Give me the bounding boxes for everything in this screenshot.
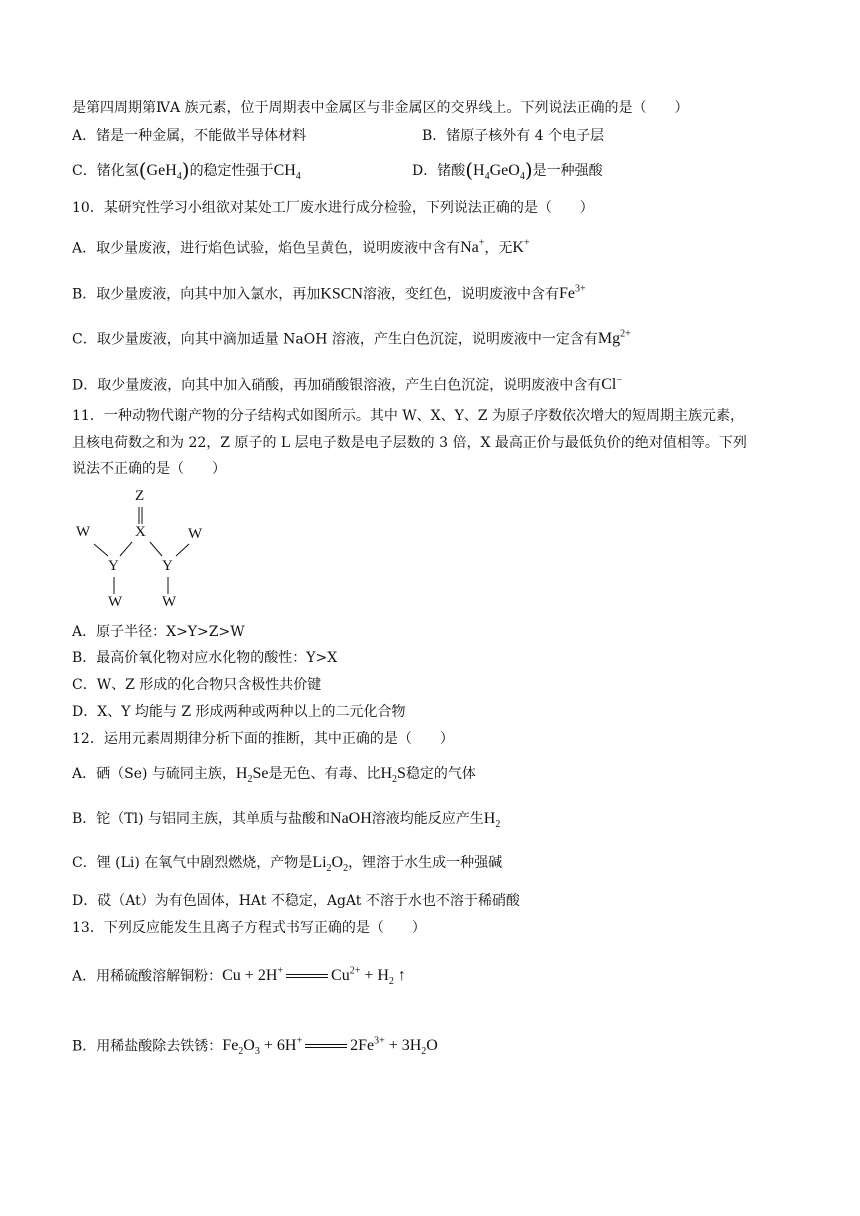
atom-y-left: Y <box>108 558 119 574</box>
q10-option-b: B．取少量废液，向其中加入氯水，再加KSCN溶液，变红色，说明废液中含有$Fe^{3+}$ <box>72 284 586 303</box>
q12-option-d: D．砹（At）为有色固体，HAt 不稳定，AgAt 不溶于水也不溶于稀硝酸 <box>72 893 520 909</box>
q9-stem: 是第四周期第ⅣA 族元素，位于周期表中金属区与非金属区的交界线上。下列说法正确的是（ ） <box>72 100 689 116</box>
q11-stem-line3: 说法不正确的是（ ） <box>72 461 226 477</box>
atom-x: X <box>135 524 146 540</box>
q10-stem: 10．某研究性学习小组欲对某处工厂废水进行成分检验，下列说法正确的是（ ） <box>72 200 594 216</box>
structure-bonds <box>72 486 242 616</box>
q13-option-a: A．用稀硫酸溶解铜粉：Cu + 2H+ $Cu^{2+} + H_2$ ↑ <box>72 966 406 988</box>
q10-option-a: A．取少量废液，进行焰色试验，焰色呈黄色，说明废液中含有Na+，无K+ <box>72 238 530 257</box>
q11-stem-line2: 且核电荷数之和为 22，Z 原子的 L 层电子数是电子层数的 3 倍，X 最高正价与最低负价的绝对值相等。下列 <box>72 435 747 451</box>
atom-y-right: Y <box>162 558 173 574</box>
q9-option-b: B．锗原子核外有 4 个电子层 <box>422 128 605 144</box>
q10-option-c: C．取少量废液，向其中滴加适量 NaOH 溶液，产生白色沉淀，说明废液中一定含有$Mg^{2+}$ <box>72 329 631 348</box>
q12-option-b: B．铊（Tl) 与铝同主族，其单质与盐酸和NaOH溶液均能反应产生$H_2$ <box>72 810 501 831</box>
q9-option-d: D．锗酸$(H_4GeO_4)$是一种强酸 <box>412 158 603 183</box>
atom-w-left: W <box>76 524 91 540</box>
atom-z: Z <box>135 488 145 504</box>
q11-option-a: A．原子半径：X>Y>Z>W <box>72 624 245 640</box>
q12-option-a: A．硒（Se) 与硫同主族，$H_2Se$是无色、有毒、比$H_2S$稳定的气体 <box>72 765 476 786</box>
atom-w-bottom-left: W <box>108 594 123 610</box>
q9-option-a: A．锗是一种金属，不能做半导体材料 <box>72 128 307 144</box>
q13-stem: 13．下列反应能发生且离子方程式书写正确的是（ ） <box>72 920 426 936</box>
q9-option-c: C．锗化氢(GeH$_4$)的稳定性强于$CH_4$ <box>72 158 301 183</box>
q10-option-d: D．取少量废液，向其中加入硝酸，再加硝酸银溶液，产生白色沉淀，说明废液中含有Cl− <box>72 375 622 394</box>
q11-option-b: B．最高价氧化物对应水化物的酸性：Y>X <box>72 650 338 666</box>
atom-w-right: W <box>188 526 203 542</box>
equals-arrow-icon <box>286 971 328 981</box>
atom-w-bottom-right: W <box>162 594 177 610</box>
q11-stem-line1: 11．一种动物代谢产物的分子结构式如图所示。其中 W、X、Y、Z 为原子序数依次增大的短周期主族元素， <box>72 408 745 424</box>
molecular-structure-diagram <box>72 486 242 616</box>
equals-arrow-icon <box>305 1041 347 1051</box>
q12-stem: 12．运用元素周期律分析下面的推断，其中正确的是（ ） <box>72 731 454 747</box>
q13-option-b: B．用稀盐酸除去铁锈：$Fe_2O_3 + 6H^+$ $2Fe^{3+} + 3H_2O$ <box>72 1036 438 1058</box>
q11-option-c: C．W、Z 形成的化合物只含极性共价键 <box>72 677 322 693</box>
q11-option-d: D．X、Y 均能与 Z 形成两种或两种以上的二元化合物 <box>72 704 406 720</box>
q12-option-c: C．锂 (Li) 在氧气中剧烈燃烧，产物是$Li_2O_2$，锂溶于水生成一种强碱 <box>72 854 503 875</box>
